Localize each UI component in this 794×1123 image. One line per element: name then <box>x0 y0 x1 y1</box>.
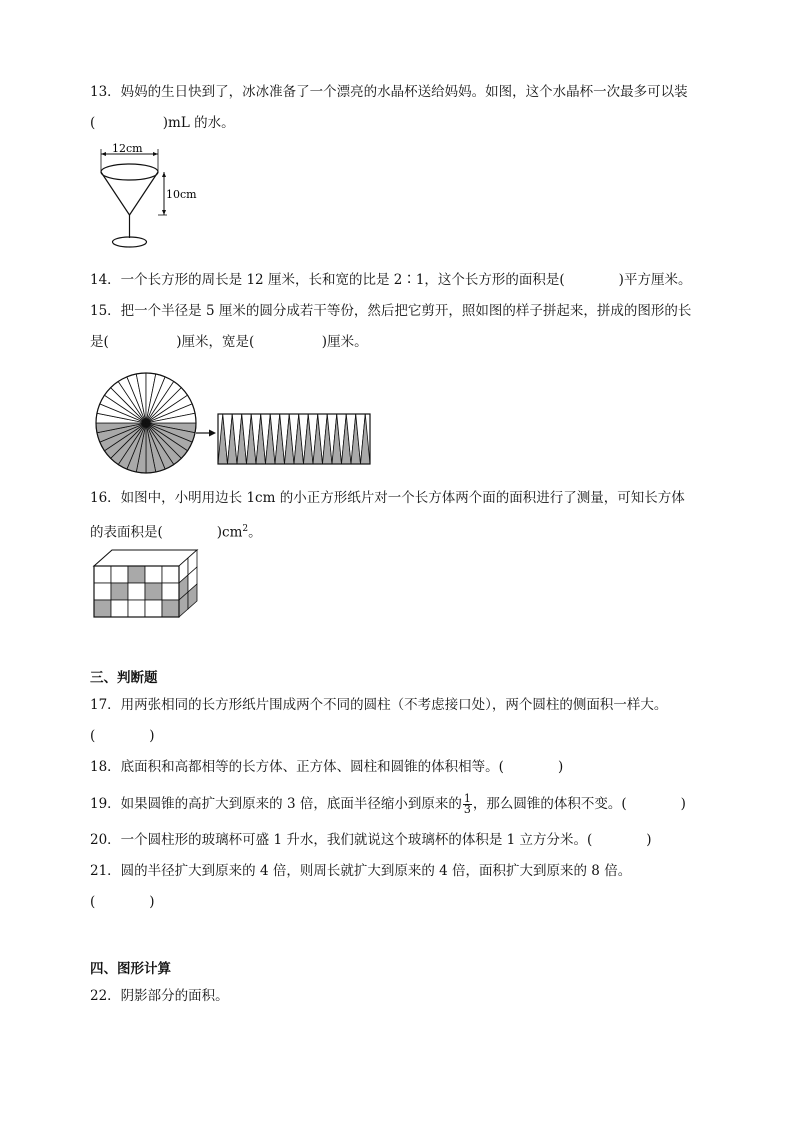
front-grid-cell <box>145 600 162 617</box>
fraction-numerator: 1 <box>463 792 471 805</box>
section3-title: 三、判断题 <box>90 670 158 686</box>
q14-text: 14．一个长方形的周长是 12 厘米，长和宽的比是 2∶1，这个长方形的面积是( )平方厘米。 <box>90 272 692 288</box>
q13-text-line1: 13．妈妈的生日快到了，冰冰准备了一个漂亮的水晶杯送给妈妈。如图，这个水晶杯一次最多可以装 <box>90 84 688 100</box>
q16-superscript: 2 <box>242 524 249 534</box>
q16-text-end: 。 <box>248 524 262 541</box>
q18-text: 18．底面积和高都相等的长方体、正方体、圆柱和圆锥的体积相等。( ) <box>90 759 564 775</box>
front-grid-cell <box>111 566 128 583</box>
section4-title: 四、图形计算 <box>90 961 171 977</box>
front-grid-cell <box>128 583 145 600</box>
front-grid-cell <box>128 566 145 583</box>
front-grid-cell <box>162 600 179 617</box>
q15-text-line1: 15．把一个半径是 5 厘米的圆分成若干等份，然后把它剪开，照如图的样子拼起来，拼成的图形的长 <box>90 303 692 319</box>
q19-text <box>90 794 686 815</box>
fraction-denominator: 3 <box>463 803 471 816</box>
q16-text-line2 <box>90 519 262 543</box>
one-third-fraction <box>463 794 472 815</box>
front-grid-cell <box>94 600 111 617</box>
arrow-icon <box>196 428 216 438</box>
front-grid-cell <box>111 583 128 600</box>
cup-diameter-label: 12cm <box>112 142 143 155</box>
q16-text-main: 的表面积是( )cm <box>90 524 243 541</box>
cup-height-label: 10cm <box>166 188 197 201</box>
q21-text-line1: 21．圆的半径扩大到原来的 4 倍，则周长就扩大到原来的 4 倍，面积扩大到原来的 8 倍。 <box>90 863 632 879</box>
front-grid-cell <box>94 583 111 600</box>
cuboid-grid-figure <box>92 548 227 624</box>
front-grid-cell <box>94 566 111 583</box>
q17-answer-bracket: ( ) <box>90 728 155 744</box>
front-grid-cell <box>162 566 179 583</box>
q13-text-line2: ( )mL 的水。 <box>90 115 235 131</box>
front-grid-cell <box>145 566 162 583</box>
q20-text: 20．一个圆柱形的玻璃杯可盛 1 升水，我们就说这个玻璃杯的体积是 1 立方分米。( ) <box>90 832 652 848</box>
circle-sectors-figure <box>94 371 210 475</box>
q21-answer-bracket: ( ) <box>90 894 155 910</box>
q17-text-line1: 17．用两张相同的长方形纸片围成两个不同的圆柱（不考虑接口处），两个圆柱的侧面积一样大。 <box>90 697 668 713</box>
front-grid-cell <box>128 600 145 617</box>
q22-text: 22．阴影部分的面积。 <box>90 988 229 1004</box>
rearranged-parallelogram-figure <box>216 412 372 466</box>
crystal-cup-figure <box>92 142 212 254</box>
q16-text-line1: 16．如图中，小明用边长 1cm 的小正方形纸片对一个长方体两个面的面积进行了测量，可知长方体 <box>90 490 685 506</box>
front-grid-cell <box>111 600 128 617</box>
q15-text-line2: 是( )厘米，宽是( )厘米。 <box>90 334 368 350</box>
front-grid-cell <box>162 583 179 600</box>
front-grid-cell <box>145 583 162 600</box>
q19-text-start: 19．如果圆锥的高扩大到原来的 3 倍，底面半径缩小到原来的 <box>90 796 462 812</box>
q19-text-end: ，那么圆锥的体积不变。( ) <box>472 796 686 812</box>
